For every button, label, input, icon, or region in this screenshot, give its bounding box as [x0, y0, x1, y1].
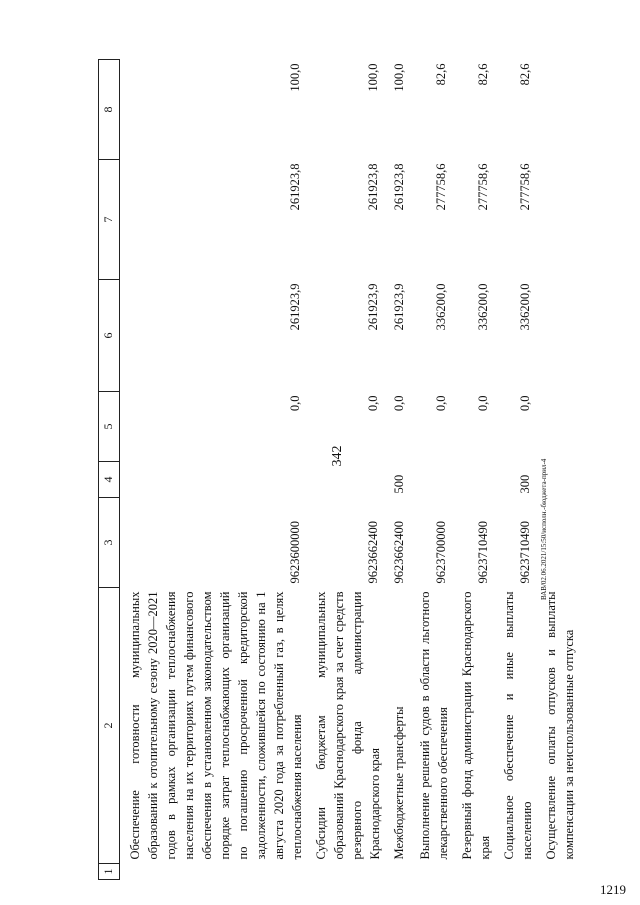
row-col5: 0,0 [476, 395, 490, 412]
row-col6: 261923,9 [288, 283, 302, 331]
row-csr: 9623710490 [476, 521, 490, 584]
row-col8: 100,0 [366, 63, 380, 92]
row-col7: 261923,8 [366, 163, 380, 211]
row-col7: 261923,8 [392, 163, 406, 211]
table-row [494, 60, 536, 880]
row-vr: 300 [518, 474, 532, 494]
row-col8: 82,6 [476, 63, 490, 86]
row-col5: 0,0 [518, 395, 532, 412]
column-header: 8 [99, 60, 120, 160]
row-name: Субсидии бюджетам муниципальных образований Краснодарского края за счет средств резервного фонда администрации Краснодарского края [314, 591, 382, 860]
row-col5: 0,0 [288, 395, 302, 412]
row-col6: 261923,9 [366, 283, 380, 331]
row-name: Выполнение решений судов в области льготного лекарственного обеспечения [418, 591, 450, 860]
table-row [120, 60, 307, 880]
column-header: 2 [99, 588, 120, 864]
row-col6: 336200,0 [518, 283, 532, 331]
row-name: Обеспечение готовности муниципальных образований к отопительному сезону 2020—2021 годов в рамках организации теплоснабжения населения на их территориях путем финансового обеспечения в установленном законодательством порядке затрат теплоснабжающих организаций по погашению просроченной кредиторской задолженности, сложившейся по состоянию на 1 августа 2020 года за потребленный газ, в целях теплоснабжения населения [128, 591, 304, 860]
footer-code: ВАВ/02.06.2021/15:50/исполн.-бюджета-прил-4 [540, 458, 548, 600]
row-csr: 9623662400 [366, 521, 380, 584]
row-name: Межбюджетные трансферты [392, 706, 406, 860]
row-col5: 0,0 [434, 395, 448, 412]
row-name: Осуществление оплаты отпусков и выплаты компенсации за неиспользованные отпуска [544, 591, 576, 860]
table-row [306, 60, 384, 880]
table-row [536, 60, 578, 880]
column-header: 5 [99, 392, 120, 462]
row-name: Резервный фонд администрации Краснодарского края [460, 591, 492, 860]
row-col5 [536, 392, 578, 462]
row-col8: 100,0 [392, 63, 406, 92]
row-vr [120, 462, 307, 498]
row-csr: 9623662400 [392, 521, 406, 584]
column-header: 1 [99, 864, 120, 880]
page-number-bottom: 1219 [600, 882, 626, 897]
row-csr [536, 498, 578, 588]
row-col5: 0,0 [392, 395, 406, 412]
row-col6 [536, 280, 578, 392]
budget-table [98, 59, 578, 880]
row-vr [536, 462, 578, 498]
column-header: 3 [99, 498, 120, 588]
row-vr [410, 462, 452, 498]
table-row [410, 60, 452, 880]
table-row [384, 60, 410, 880]
row-col8 [536, 60, 578, 160]
row-col6: 336200,0 [476, 283, 490, 331]
column-header: 7 [99, 160, 120, 280]
column-header: 4 [99, 462, 120, 498]
row-vr [452, 462, 494, 498]
row-csr: 9623710490 [518, 521, 532, 584]
column-header: 6 [99, 280, 120, 392]
page-number-top: 342 [330, 445, 345, 467]
row-name: Социальное обеспечение и иные выплаты населению [502, 591, 534, 860]
row-col5: 0,0 [366, 395, 380, 412]
row-col8: 82,6 [434, 63, 448, 86]
row-col7: 277758,6 [434, 163, 448, 211]
column-header-row [99, 60, 120, 880]
row-vr [306, 462, 384, 498]
rotated-table-container [98, 60, 608, 880]
row-col7: 277758,6 [518, 163, 532, 211]
row-vr: 500 [392, 474, 406, 494]
row-csr: 9623600000 [288, 521, 302, 584]
row-col7: 277758,6 [476, 163, 490, 211]
row-col7: 261923,8 [288, 163, 302, 211]
row-col8: 100,0 [288, 63, 302, 92]
row-col6: 261923,9 [392, 283, 406, 331]
row-col8: 82,6 [518, 63, 532, 86]
row-csr: 9623700000 [434, 521, 448, 584]
row-col7 [536, 160, 578, 280]
row-col6: 336200,0 [434, 283, 448, 331]
table-row [452, 60, 494, 880]
